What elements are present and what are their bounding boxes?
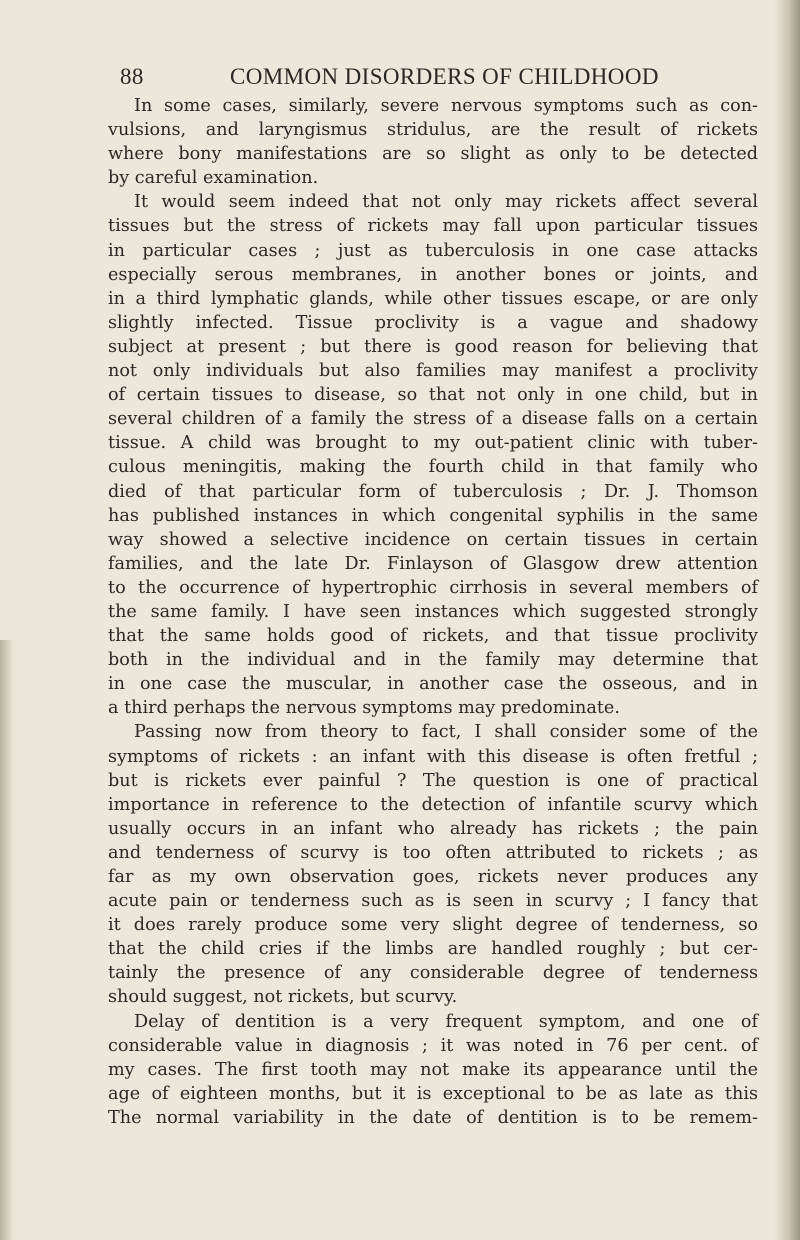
text-line: should suggest, not rickets, but scurvy.: [108, 987, 458, 1008]
text-line: in one case the muscular, in another case the osseous, and in: [108, 674, 758, 695]
text-line: and tenderness of scurvy is too often attributed to rickets ; as: [108, 842, 758, 863]
text-line: died of that particular form of tuberculosis ; Dr. J. Thomson: [108, 481, 758, 502]
text-line: tissues but the stress of rickets may fall upon particular tissues: [108, 216, 758, 237]
text-line: tainly the presence of any considerable degree of tenderness: [108, 963, 758, 984]
text-line: symptoms of rickets : an infant with this disease is often fretful ;: [108, 746, 758, 767]
text-line: by careful examination.: [108, 168, 319, 189]
text-line: subject at present ; but there is good reason for believing that: [108, 336, 758, 357]
text-line: tissue. A child was brought to my out-patient clinic with tuber-: [108, 433, 758, 454]
running-head: COMMON DISORDERS OF CHILDHOOD: [230, 64, 659, 89]
text-line: that the child cries if the limbs are handled roughly ; but cer-: [108, 939, 758, 960]
text-line: Passing now from theory to fact, I shall consider some of the: [134, 722, 758, 743]
page-number: 88: [120, 64, 144, 89]
text-line: my cases. The first tooth may not make its appearance until the: [108, 1059, 758, 1080]
text-line: several children of a family the stress of a disease falls on a certain: [108, 409, 758, 430]
text-line: of certain tissues to disease, so that not only in one child, but in: [108, 385, 758, 406]
text-line: not only individuals but also families may manifest a proclivity: [108, 361, 758, 382]
text-line: usually occurs in an infant who already has rickets ; the pain: [108, 818, 758, 839]
text-line: vulsions, and laryngismus stridulus, are the result of rickets: [108, 120, 758, 141]
text-line: where bony manifestations are so slight as only to be detected: [108, 144, 758, 165]
text-line: in particular cases ; just as tuberculosis in one case attacks: [108, 240, 758, 261]
text-line: acute pain or tenderness such as is seen in scurvy ; I fancy that: [108, 891, 758, 912]
text-line: far as my own observation goes, rickets never produces any: [108, 867, 758, 887]
text-line: The normal variability in the date of dentition is to be remem-: [108, 1107, 758, 1128]
text-line: considerable value in diagnosis ; it was noted in 76 per cent. of: [108, 1035, 758, 1056]
text-line: families, and the late Dr. Finlayson of Glasgow drew attention: [108, 553, 758, 574]
text-line: importance in reference to the detection of infantile scurvy which: [108, 794, 758, 815]
text-line: to the occurrence of hypertrophic cirrhosis in several members of: [108, 577, 758, 598]
page-edge-shadow: [774, 0, 800, 1240]
text-line: the same family. I have seen instances which suggested strongly: [108, 601, 758, 622]
text-line: slightly infected. Tissue proclivity is a vague and shadowy: [108, 312, 758, 333]
text-line: In some cases, similarly, severe nervous symptoms such as con-: [134, 96, 758, 116]
text-line: it does rarely produce some very slight degree of tenderness, so: [108, 915, 758, 936]
body-text: [108, 94, 758, 1130]
text-line: culous meningitis, making the fourth child in that family who: [108, 457, 758, 478]
text-line: way showed a selective incidence on certain tissues in certain: [108, 529, 758, 550]
text-line: in a third lymphatic glands, while other tissues escape, or are only: [108, 288, 758, 309]
text-line: but is rickets ever painful ? The question is one of practical: [108, 770, 758, 791]
text-line: a third perhaps the nervous symptoms may predominate.: [108, 698, 620, 719]
text-line: age of eighteen months, but it is exceptional to be as late as this: [108, 1083, 758, 1104]
text-line: especially serous membranes, in another bones or joints, and: [108, 264, 758, 285]
text-line: that the same holds good of rickets, and that tissue proclivity: [108, 626, 758, 647]
page-header: [120, 64, 750, 94]
page-gutter-shadow: [0, 640, 14, 1240]
text-line: It would seem indeed that not only may rickets affect several: [134, 192, 758, 213]
text-line: has published instances in which congenital syphilis in the same: [108, 505, 758, 526]
text-line: both in the individual and in the family may determine that: [108, 650, 758, 671]
text-line: Delay of dentition is a very frequent symptom, and one of: [134, 1011, 758, 1032]
